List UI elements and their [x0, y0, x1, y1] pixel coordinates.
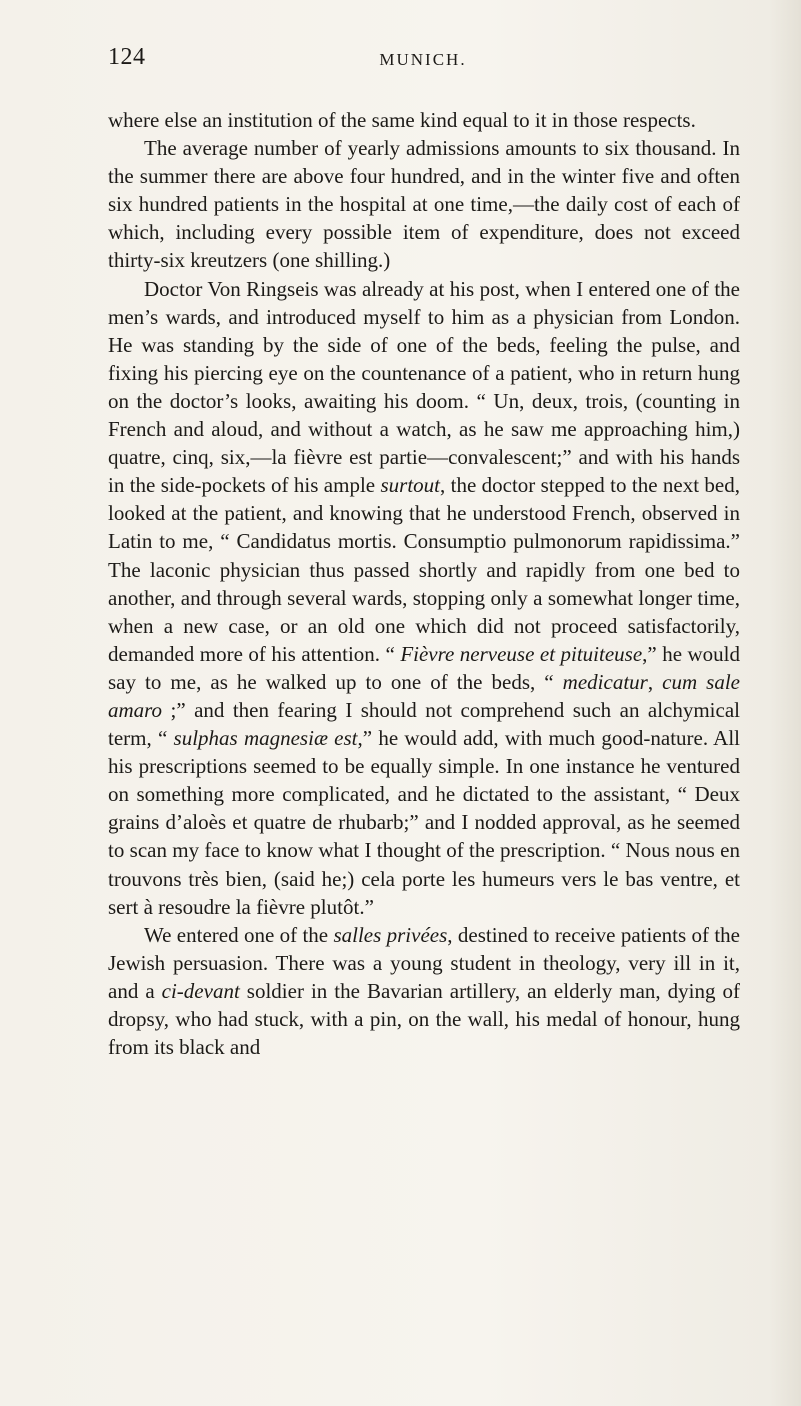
text-run: Doctor Von Ringseis was already at his post, when I entered one of the men’s wards, and introduced myself to him as a physician from London. He was standing by the side of one of the beds, feeling the pulse, and fixing his piercing eye on the countenance of a patient, who in return hung on the doctor’s looks, awaiting his doom. “ Un, deux, trois, (counting in French and aloud, and without a watch, as he saw me approaching him,) quatre, cinq, six,—la fièvre est partie—convalescent;” and with his hands in the side-pockets of his ample [108, 276, 740, 498]
running-head: MUNICH. [379, 50, 467, 69]
page-number: 124 [108, 44, 146, 70]
italic-text: Fièvre nerveuse et pituiteuse [400, 641, 643, 666]
text-run: ,” he would add, with much good-nature. All his prescriptions seemed to be equally simple. In one instance he ventured on something more complicated, and he dictated to the assistant, “ Deux grains d’aloès et quatre de rhubarb;” and I nodded approval, as he seemed to scan my face to know what I thought of the prescription. “ Nous nous en trouvons très bien, (said he;) cela porte les humeurs vers le bas ventre, et sert à resoudre la fièvre plutôt.” [108, 726, 740, 919]
text-run: , [647, 669, 663, 694]
paragraph [108, 106, 740, 134]
text-run: ,” he would say to me, as he walked up to one of the beds, “ [108, 641, 740, 694]
paragraph [108, 134, 740, 274]
text-run: , the doctor stepped to the next bed, looked at the patient, and knowing that he understood French, observed in Latin to me, “ Candidatus mortis. Consumptio pulmonorum rapidissima.” The laconic physician thus passed shortly and rapidly from one bed to another, and through several wards, stopping only a somewhat longer time, when a new case, or an old one which did not proceed satisfactorily, demanded more of his attention. “ [108, 473, 740, 666]
italic-text: ci-devant [161, 978, 240, 1003]
page-header [108, 44, 738, 84]
text-run: where else an institution of the same kind equal to it in those respects. [108, 108, 696, 132]
text-run: We entered one of the [144, 922, 334, 947]
text-run: soldier in the Bavarian artillery, an elderly man, dying of dropsy, who had stuck, with a pin, on the wall, his medal of honour, hung from its black and [108, 978, 740, 1060]
body-text [108, 106, 740, 1061]
text-run: , destined to receive patients of the Jewish persuasion. There was a young student in theology, very ill in it, and a [108, 922, 740, 1003]
italic-text: sulphas magnesiæ est [173, 726, 358, 751]
italic-text: salles privées [333, 922, 448, 947]
italic-text: surtout [380, 473, 440, 498]
text-run: ;” and then fearing I should not comprehend such an alchymical term, “ [108, 697, 740, 751]
text-run: The average number of yearly admissions amounts to six thousand. In the summer there are above four hundred, and in the winter five and often six hundred patients in the hospital at one time,—the daily cost of each of which, including every possible item of expenditure, does not exceed thirty-six kreutzers (one shilling.) [108, 136, 740, 273]
paragraph [108, 275, 740, 921]
italic-text: medicatur [562, 669, 648, 694]
paragraph [108, 921, 740, 1061]
italic-text: cum sale amaro [108, 669, 740, 722]
